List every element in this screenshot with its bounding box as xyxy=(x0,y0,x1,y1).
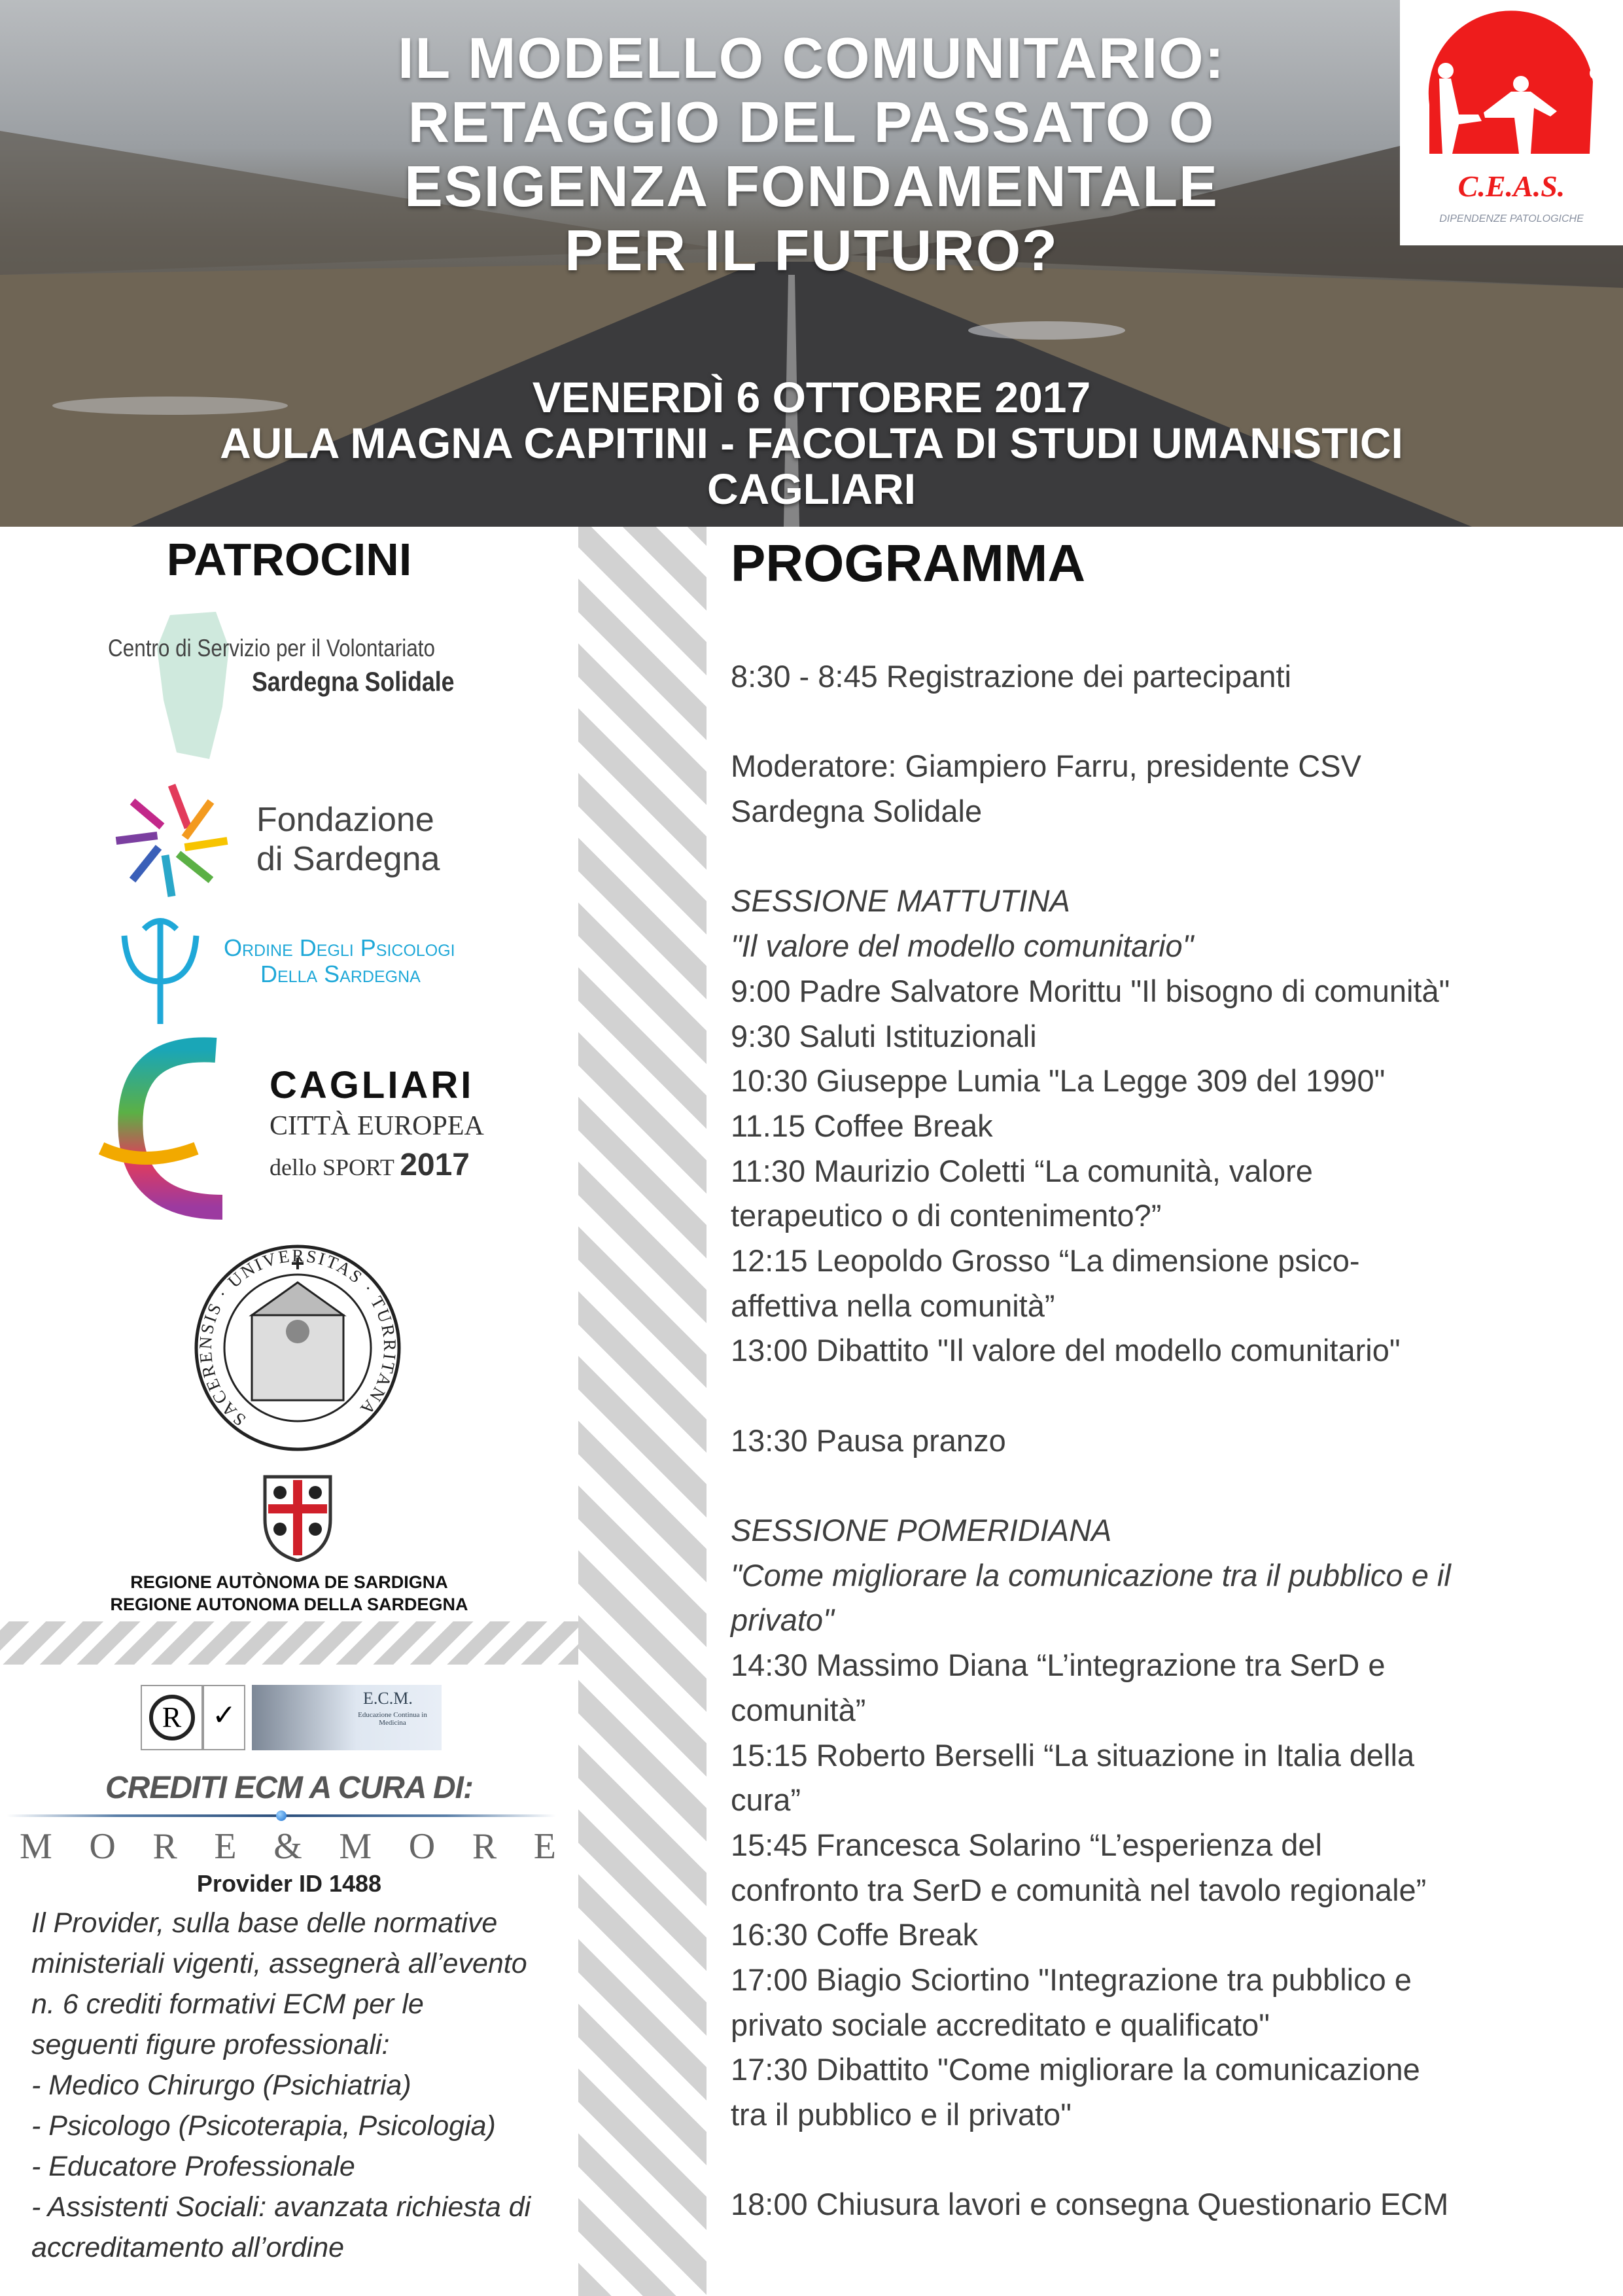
ecm-paragraph-line: ministeriali vigenti, assegnerà all’evento xyxy=(31,1948,527,1979)
program-spacer xyxy=(731,699,1620,745)
ceas-logo-name: C.E.A.S. xyxy=(1457,169,1565,203)
ecm-paragraph-line: - Psicologo (Psicoterapia, Psicologia) xyxy=(31,2110,496,2142)
regione-line2: REGIONE AUTONOMA DELLA SARDEGNA xyxy=(110,1595,468,1614)
csv-sardegna-solidale-logo xyxy=(105,609,497,766)
program-item: "Come migliorare la comunicazione tra il pubblico e il xyxy=(731,1557,1451,1593)
program-item: confronto tra SerD e comunità nel tavolo regionale” xyxy=(731,1872,1427,1907)
title-line: IL MODELLO COMUNITARIO: xyxy=(398,26,1225,90)
program-item: Sardegna Solidale xyxy=(731,794,983,829)
program-item: 14:30 Massimo Diana “L’integrazione tra SerD e xyxy=(731,1648,1386,1683)
diagonal-stripes-divider xyxy=(578,527,707,2296)
program-item: affettiva nella comunità” xyxy=(731,1288,1055,1323)
sardinia-coat-of-arms-icon xyxy=(249,1464,347,1562)
ecm-paragraph-line: accreditamento all’ordine xyxy=(31,2232,345,2263)
program-spacer xyxy=(731,2138,1620,2183)
fondazione-line2: di Sardegna xyxy=(256,840,440,878)
program-item: 11.15 Coffee Break xyxy=(731,1108,993,1143)
ecm-logo-title: E.C.M. xyxy=(363,1689,413,1708)
program-item: 11:30 Maurizio Coletti “La comunità, valore xyxy=(731,1153,1313,1188)
sardinia-map-icon xyxy=(144,609,249,766)
event-date: VENERDÌ 6 OTTOBRE 2017 xyxy=(532,373,1091,421)
program-item: privato" xyxy=(731,1602,834,1638)
program-item: 9:30 Saluti Istituzionali xyxy=(731,1018,1037,1053)
ecm-paragraph-line: - Educatore Professionale xyxy=(31,2151,355,2182)
seal-text: SACERENSIS · UNIVERSITAS · TURRITANA xyxy=(195,1245,400,1430)
ordine-psicologi-logo xyxy=(111,910,504,1027)
title-line: RETAGGIO DEL PASSATO O xyxy=(408,90,1215,154)
program-list xyxy=(731,654,1620,2227)
csv-logo-line2: Sardegna Solidale xyxy=(252,666,455,697)
program-item: 17:00 Biagio Sciortino "Integrazione tra pubblico e xyxy=(731,1962,1412,1997)
ecm-paragraph-line: - Assistenti Sociali: avanzata richiesta di xyxy=(31,2191,531,2223)
program-item: cura” xyxy=(731,1782,801,1818)
program-item: SESSIONE MATTUTINA xyxy=(731,883,1070,919)
fondazione-sardegna-logo xyxy=(111,782,504,900)
program-item: 18:00 Chiusura lavori e consegna Questionario ECM xyxy=(731,2187,1449,2222)
regione-sardegna-logo xyxy=(0,1464,578,1621)
cagliari-year: 2017 xyxy=(400,1148,470,1182)
csv-logo-line1: Centro di Servizio per il Volontariato xyxy=(108,635,435,662)
program-item: "Il valore del modello comunitario" xyxy=(731,928,1194,964)
ecm-paragraph-line: n. 6 crediti formativi ECM per le xyxy=(31,1988,424,2020)
program-item: 8:30 - 8:45 Registrazione dei partecipanti xyxy=(731,659,1291,694)
program-item: 15:15 Roberto Berselli “La situazione in Italia della xyxy=(731,1737,1415,1773)
ecm-credits-paragraph xyxy=(31,1903,574,2268)
program-spacer xyxy=(731,834,1620,879)
ordine-line1: Ordine Degli Psicologi xyxy=(224,934,455,961)
program-item: 17:30 Dibattito "Come migliorare la comunicazione xyxy=(731,2052,1420,2087)
fondazione-line1: Fondazione xyxy=(256,801,434,839)
ecm-paragraph-line: Il Provider, sulla base delle normative xyxy=(31,1907,498,1939)
program-item: 9:00 Padre Salvatore Morittu "Il bisogno di comunità" xyxy=(731,973,1450,1008)
program-item: Moderatore: Giampiero Farru, presidente CSV xyxy=(731,749,1361,784)
program-item: 10:30 Giuseppe Lumia "La Legge 309 del 1990" xyxy=(731,1063,1386,1099)
ukas-check-icon: ✓ xyxy=(203,1685,245,1750)
more-and-more-logo: M O R E & M O R E xyxy=(20,1826,556,1867)
crediti-ecm-heading: CREDITI ECM A CURA DI: xyxy=(105,1771,473,1805)
cagliari-line2: CITTÀ EUROPEA xyxy=(270,1111,484,1141)
event-details xyxy=(0,374,1623,512)
university-seal-icon xyxy=(190,1243,406,1453)
provider-id: Provider ID 1488 xyxy=(196,1870,382,1897)
psi-symbol-icon xyxy=(111,910,209,1027)
title-line: PER IL FUTURO? xyxy=(565,218,1058,283)
ecm-paragraph-line: seguenti figure professionali: xyxy=(31,2029,390,2060)
ecm-paragraph-line: - Medico Chirurgo (Psichiatria) xyxy=(31,2070,411,2101)
cagliari-line3: dello SPORT xyxy=(270,1154,394,1180)
program-item: terapeutico o di contenimento?” xyxy=(731,1198,1162,1233)
ceas-logo xyxy=(1400,0,1623,245)
horizontal-stripes-divider xyxy=(0,1621,578,1665)
program-item: privato sociale accreditato e qualificato" xyxy=(731,2007,1270,2042)
cagliari-line1: CAGLIARI xyxy=(270,1064,474,1106)
program-spacer xyxy=(731,1463,1620,1508)
regione-line1: REGIONE AUTÒNOMA DE SARDIGNA xyxy=(130,1572,448,1592)
ecm-certification-logos xyxy=(141,1685,442,1750)
programma-heading: PROGRAMMA xyxy=(731,534,1086,592)
program-spacer xyxy=(731,1373,1620,1419)
ordine-line2: Della Sardegna xyxy=(260,961,421,987)
ceas-logo-tagline: DIPENDENZE PATOLOGICHE xyxy=(1439,213,1584,224)
program-item: 13:30 Pausa pranzo xyxy=(731,1422,1006,1458)
fondazione-star-icon xyxy=(111,782,232,900)
quality-r-icon: R xyxy=(141,1685,203,1750)
universita-sassari-seal xyxy=(190,1243,406,1453)
ceas-people-icon xyxy=(1400,0,1623,245)
blue-dot-icon xyxy=(276,1810,287,1821)
program-item: 12:15 Leopoldo Grosso “La dimensione psico- xyxy=(731,1243,1360,1278)
program-item: 15:45 Francesca Solarino “L’esperienza del xyxy=(731,1827,1322,1862)
ecm-logo xyxy=(252,1685,442,1750)
program-item: 13:00 Dibattito "Il valore del modello comunitario" xyxy=(731,1333,1401,1368)
program-item: comunità” xyxy=(731,1692,866,1727)
title-line: ESIGENZA FONDAMENTALE xyxy=(404,154,1219,219)
ecm-logo-subtitle: Educazione Continua in Medicina xyxy=(358,1711,427,1727)
event-city: CAGLIARI xyxy=(707,465,916,513)
program-item: tra il pubblico e il privato" xyxy=(731,2097,1072,2132)
program-item: 16:30 Coffe Break xyxy=(731,1917,978,1952)
program-item: SESSIONE POMERIDIANA xyxy=(731,1513,1112,1548)
cagliari-sport-emblem-icon xyxy=(98,1037,255,1224)
cagliari-sport-logo xyxy=(98,1037,523,1224)
event-venue: AULA MAGNA CAPITINI - FACOLTA DI STUDI UMANISTICI xyxy=(220,419,1403,467)
patrocini-heading: PATROCINI xyxy=(166,534,412,585)
event-title xyxy=(0,26,1623,283)
